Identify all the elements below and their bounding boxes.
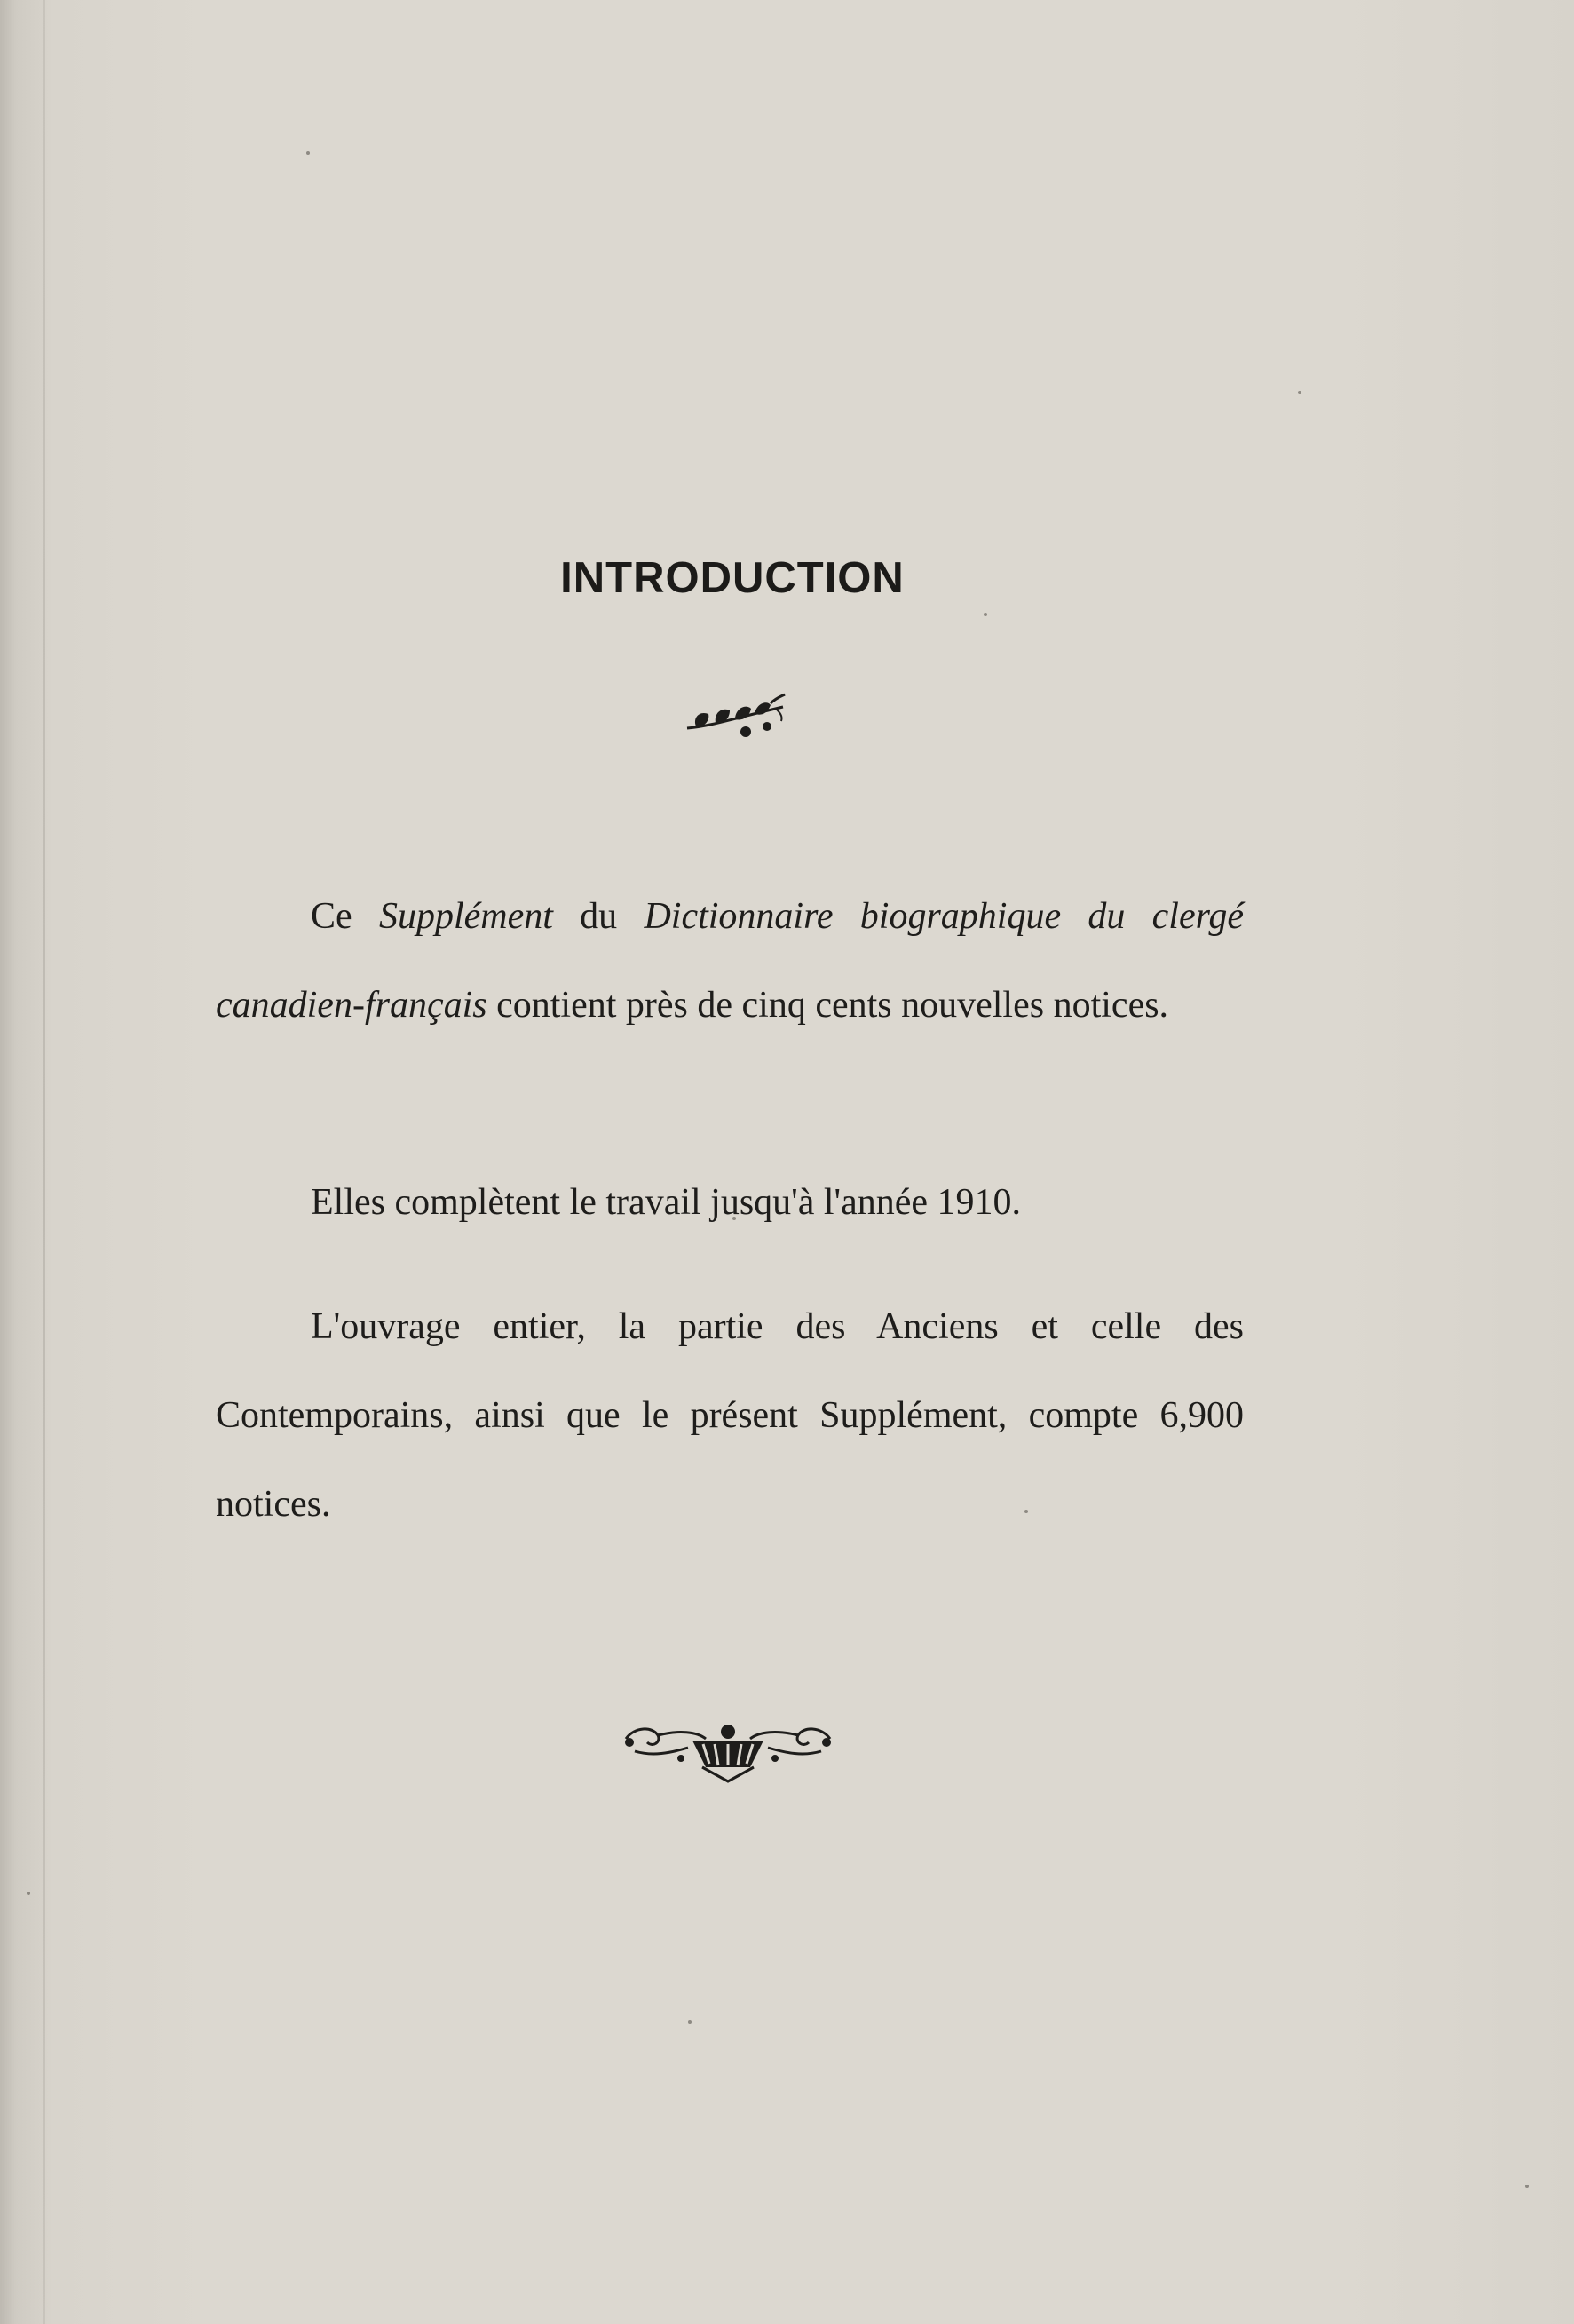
paper-speck [27, 1892, 30, 1895]
intro-paragraph-3 [216, 1282, 1244, 1549]
floral-sprig-ornament [684, 691, 788, 742]
text-segment: du [552, 896, 645, 937]
paper-speck [984, 613, 987, 616]
page-title: INTRODUCTION [560, 553, 905, 602]
tailpiece-ornament [617, 1712, 839, 1783]
text-segment: contient près de cinq cents nouvelles notices. [486, 985, 1169, 1026]
intro-paragraph-1 [216, 872, 1244, 1050]
paper-speck [688, 2020, 692, 2024]
italic-title-dictionnaire: Dictionnaire biographique du clergé canadien-français [216, 896, 1245, 1026]
intro-paragraph-2 [216, 1158, 1244, 1247]
page-gutter [43, 0, 45, 2324]
italic-title-supplement: Supplément [378, 896, 553, 937]
text-segment: Elles complètent le travail jusqu'à l'année 1910. [311, 1182, 1022, 1223]
paper-speck [1298, 391, 1301, 394]
paper-speck [306, 151, 310, 155]
paper-speck [1525, 2185, 1529, 2188]
text-segment: Ce [311, 896, 379, 937]
text-segment: L'ouvrage entier, la partie des Anciens et celle des Contemporains, ainsi que le présent Supplément, compte 6,900 notices. [216, 1306, 1244, 1525]
